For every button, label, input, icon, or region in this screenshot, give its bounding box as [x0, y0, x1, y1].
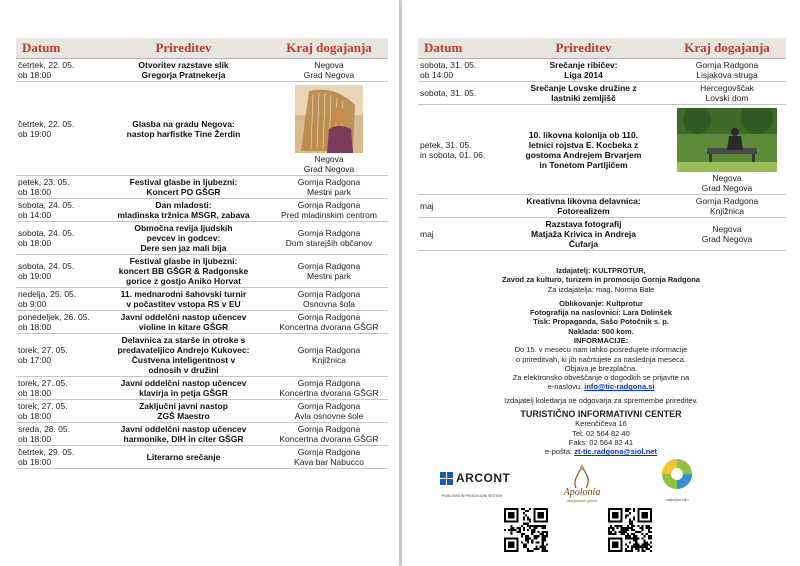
row-date-cell [418, 105, 499, 195]
row-event-cell [499, 105, 668, 195]
event-title-line: pevcev in godcev: [146, 233, 221, 243]
row-event-cell [97, 59, 270, 82]
location-venue: Grad Negova [701, 234, 753, 244]
row-date: četrtek, 29. 05. [18, 447, 75, 457]
right-page [402, 0, 800, 566]
row-time: in sobota, 01. 06. [420, 149, 486, 160]
event-title-line: Dan mladosti: [155, 200, 212, 210]
location-town: Gornja Radgona [695, 196, 759, 206]
event-title-line: v počastitev vstopa RS v EU [126, 299, 241, 309]
event-title-line: harmonike, DIH in citer GŠGR [123, 434, 244, 444]
header-location: Kraj dogajanja [270, 38, 388, 59]
row-date-cell [16, 400, 97, 423]
event-title-line: nastop harfistke Tine Žerdin [126, 128, 241, 139]
table-row [16, 423, 388, 446]
row-date-cell [16, 199, 97, 222]
location-town: Gornja Radgona [297, 261, 361, 271]
event-title-line: Javni oddelčni nastop učencev [120, 424, 247, 434]
event-title-line: Glasba na gradu Negova: [132, 118, 235, 129]
event-title-line: in Tonetom Partljičem [539, 159, 628, 170]
row-event-cell [499, 195, 668, 218]
imprint-responsible: Za izdajatelja: mag. Norma Bale [547, 284, 655, 294]
imprint-run: Naklada: 500 kom. [568, 326, 634, 336]
row-time: ob 18:00 [18, 457, 52, 467]
tic-title: TURISTIČNO INFORMATIVNI CENTER [520, 409, 682, 419]
apolonia-logo [552, 462, 612, 504]
row-event-cell [97, 176, 270, 199]
table-header [16, 38, 388, 59]
event-title-line: Čustvena inteligentnost v [131, 355, 236, 365]
row-location-cell [270, 423, 388, 446]
table-row [16, 59, 388, 82]
row-date-cell [16, 82, 97, 176]
row-date-cell [418, 59, 499, 82]
schedule-body-left [16, 59, 388, 469]
row-location-cell [270, 311, 388, 334]
table-row [16, 255, 388, 288]
row-event-cell [97, 400, 270, 423]
table-row [16, 288, 388, 311]
event-title-line: koncert BB GŠGR & Radgonske [118, 266, 249, 276]
row-event-cell [499, 82, 668, 105]
tic-tel: Tel: 02 564 82 40 [572, 428, 630, 438]
statue-photo [677, 108, 777, 172]
location-town: Gornja Radgona [297, 424, 361, 434]
arcont-wordmark: ARCONT [456, 471, 511, 485]
row-date: torek, 27. 05. [18, 401, 68, 411]
schedule-table-right [418, 38, 786, 251]
row-location-cell [668, 59, 786, 82]
row-date-cell [418, 82, 499, 105]
location-town: Gornja Radgona [297, 200, 361, 210]
location-venue: Pred mladinskim centrom [281, 210, 377, 220]
event-title-line: Koncert PO GŠGR [146, 187, 221, 197]
row-event-cell [97, 199, 270, 222]
harpist-photo [295, 85, 363, 153]
apolonia-tagline: radgonske gorice [566, 498, 598, 503]
location-town: Gornja Radgona [297, 447, 361, 457]
row-time: ob 18:00 [18, 70, 52, 80]
event-title-line: Javni oddelčni nastop učencev [120, 378, 247, 388]
row-location-cell [270, 377, 388, 400]
row-time: ob 19:00 [18, 128, 52, 139]
row-time: ob 18:00 [18, 187, 52, 197]
event-title-line: Fotorealizem [557, 206, 610, 216]
row-event-cell [97, 311, 270, 334]
location-town: Gornja Radgona [297, 378, 361, 388]
row-date-cell [16, 334, 97, 377]
tic-email-label: e-pošta: [545, 447, 573, 457]
table-row [16, 199, 388, 222]
row-date: sobota, 24. 05. [18, 228, 75, 238]
row-date: sobota, 24. 05. [18, 261, 75, 271]
event-title-line: Festival glasbe in ljubezni: [129, 256, 238, 266]
schedule-table-left [16, 38, 388, 469]
row-time: ob 17:00 [18, 355, 52, 365]
row-location-cell [270, 222, 388, 255]
row-event-cell [97, 423, 270, 446]
location-town: Gornja Radgona [297, 177, 361, 187]
event-title-line: lastniki zemljišč [551, 93, 616, 103]
row-location-cell [270, 199, 388, 222]
event-title-line: Kreativna likovna delavnica: [526, 196, 641, 206]
notice-line-1: Do 15. v mesecu nam lahko posredujete informacije [514, 345, 688, 355]
notice-email-label: e-naslovu: [547, 382, 583, 392]
header-event: Prireditev [97, 38, 270, 59]
location-town: Gornja Radgona [297, 401, 361, 411]
row-date: sobota, 31. 05. [420, 88, 477, 98]
row-event-cell [97, 334, 270, 377]
row-date: torek, 27. 05. [18, 378, 68, 388]
location-town: Gornja Radgona [297, 289, 361, 299]
event-title-line: Otvoritev razstave slik [138, 60, 229, 70]
table-row [418, 59, 786, 82]
event-title-line: predavateljico Andrejo Kukovec: [117, 345, 250, 355]
event-title-line: letnici rojstva E. Kocbeka z [528, 139, 639, 150]
row-date-cell [16, 377, 97, 400]
row-location-cell [668, 82, 786, 105]
row-event-cell [499, 59, 668, 82]
header-location: Kraj dogajanja [668, 38, 786, 59]
row-date: sobota, 24. 05. [18, 200, 75, 210]
row-date: sobota, 31. 05. [420, 60, 477, 70]
imprint-photo: Fotografija na naslovnici: Lara Dolinšek [529, 308, 673, 318]
table-row [16, 377, 388, 400]
event-title-line: gorice z gostjo Aniko Horvat [126, 276, 241, 286]
location-town: Hercegovščak [700, 83, 754, 93]
row-event-cell [97, 288, 270, 311]
event-title-line: Čufarja [568, 239, 599, 249]
imprint-print: Tisk: Propaganda, Sašo Potočnik s. p. [533, 317, 669, 327]
row-date: petek, 31. 05. [420, 139, 472, 150]
tic-fax: Faks: 02 564 82 41 [568, 437, 634, 447]
location-venue: Avla osnovne šole [294, 411, 364, 421]
sphere-logo-icon [657, 456, 697, 492]
table-row [16, 400, 388, 423]
event-title-line: Literarno srečanje [146, 452, 221, 462]
row-location-cell [270, 288, 388, 311]
row-date-cell [418, 218, 499, 251]
notice-line-4: Za elektronsko obveščanje o dogodkih se prijavite na [512, 373, 690, 383]
table-row [16, 334, 388, 377]
header-date: Datum [16, 38, 97, 59]
schedule-body-right [418, 59, 786, 251]
row-location-cell [270, 176, 388, 199]
location-town: Negova [712, 224, 742, 234]
row-location-cell [668, 195, 786, 218]
row-date-cell [16, 288, 97, 311]
row-event-cell [97, 446, 270, 469]
row-event-cell [97, 377, 270, 400]
row-date: torek, 27. 05. [18, 345, 68, 355]
row-date-cell [16, 222, 97, 255]
location-venue: Koncertna dvorana GŠGR [279, 388, 379, 398]
event-title-line: Javni oddelčni nastop učencev [120, 312, 247, 322]
table-row [418, 82, 786, 105]
header-date: Datum [418, 38, 499, 59]
table-row [16, 176, 388, 199]
table-header [418, 38, 786, 59]
event-title-line: Zaključni javni nastop [139, 401, 228, 411]
table-row [16, 446, 388, 469]
tic-address: Kerenčičeva 16 [575, 419, 627, 429]
table-row [16, 82, 388, 176]
row-date: nedelja, 25. 05. [18, 289, 77, 299]
event-title-line: Liga 2014 [564, 70, 603, 80]
event-title-line: 10. likovna kolonija ob 110. [528, 129, 639, 140]
location-venue: Lovski dom [705, 93, 749, 103]
location-venue: Knjižnica [709, 206, 745, 216]
row-event-cell [97, 82, 270, 176]
table-row [418, 195, 786, 218]
location-venue: Knjižnica [311, 355, 347, 365]
location-town: Gornja Radgona [695, 60, 759, 70]
location-venue: Grad Negova [303, 70, 355, 80]
row-time: ob 18:00 [18, 388, 52, 398]
event-title-line: Razstava fotografij [545, 219, 622, 229]
event-title-line: Delavnica za starše in otroke s [121, 335, 246, 345]
row-date-cell [16, 423, 97, 446]
event-title-line: Območna revija ljudskih [134, 223, 233, 233]
notice-email-link[interactable]: info@tic-radgona.si [584, 382, 655, 392]
location-town: Negova [314, 60, 344, 70]
row-date-cell [418, 195, 499, 218]
event-title-line: violine in kitare GŠGR [138, 322, 229, 332]
row-time: ob 18:00 [18, 434, 52, 444]
event-title-line: Srečanje ribičev: [549, 60, 618, 70]
notice-title: INFORMACIJE: [573, 336, 629, 345]
row-location-cell [270, 334, 388, 377]
row-location-cell [270, 400, 388, 423]
location-town: Gornja Radgona [297, 345, 361, 355]
event-title-line: mladinska tržnica MSGR, zabava [117, 210, 250, 220]
event-title-line: klavirja in petja GŠGR [139, 388, 228, 398]
header-event: Prireditev [499, 38, 668, 59]
row-time: ob 9:00 [18, 299, 47, 309]
location-venue: Mestni park [307, 271, 351, 281]
row-date-cell [16, 176, 97, 199]
row-date: petek, 23. 05. [18, 177, 70, 187]
row-location-cell [668, 105, 786, 195]
event-title-line: odnosih v družini [148, 365, 219, 375]
notice-block [402, 336, 800, 392]
location-venue: Dom starejših občanov [285, 238, 373, 248]
row-time: ob 18:00 [18, 322, 52, 332]
row-date-cell [16, 59, 97, 82]
row-date: ponedeljek, 26. 05. [18, 312, 90, 322]
row-date-cell [16, 255, 97, 288]
row-location-cell [270, 255, 388, 288]
row-time: ob 14:00 [18, 210, 52, 220]
row-date-cell [16, 311, 97, 334]
location-venue: Koncertna dvorana GŠGR [279, 434, 379, 444]
event-title-line: gostoma Andrejem Brvarjem [525, 149, 642, 160]
event-title-line: Srečanje Lovske družine z [530, 83, 637, 93]
location-town: Negova [314, 154, 344, 164]
table-row [418, 105, 786, 195]
location-town: Gornja Radgona [297, 312, 361, 322]
location-venue: Koncertna dvorana GŠGR [279, 322, 379, 332]
location-town: Gornja Radgona [297, 228, 361, 238]
qr-code-right[interactable] [608, 508, 652, 552]
tic-email-link[interactable]: zt-tic.radgona@siol.net [574, 447, 657, 457]
row-event-cell [97, 255, 270, 288]
row-date-cell [16, 446, 97, 469]
qr-code-left[interactable] [504, 508, 548, 552]
row-date: četrtek, 22. 05. [18, 118, 75, 129]
imprint-design: Oblikovanje: Kultprotur [559, 298, 643, 308]
event-title-line: Matjaža Krivica in Andreja [530, 229, 637, 239]
event-title-line: Festival glasbe in ljubezni: [129, 177, 238, 187]
arcont-logo [438, 468, 548, 502]
location-venue: Kava bar Nabucco [294, 457, 364, 467]
location-town: Negova [712, 173, 742, 183]
event-title-line: 11. mednarodni šahovski turnir [120, 289, 247, 299]
location-venue: Osnovna šola [303, 299, 355, 309]
row-date: četrtek, 22. 05. [18, 60, 75, 70]
third-logo-tagline: najboljše bilo [665, 497, 689, 502]
row-time: ob 18:00 [18, 238, 52, 248]
row-time: ob 19:00 [18, 271, 52, 281]
disclaimer: Izdajatelj koledarja ne odgovarja za spremembe prireditev. [504, 396, 698, 405]
row-event-cell [499, 218, 668, 251]
location-venue: Mestni park [307, 187, 351, 197]
location-venue: Grad Negova [303, 164, 355, 174]
apolonia-wordmark: Apolonia [563, 487, 601, 498]
row-location-cell [270, 446, 388, 469]
event-title-line: Gregorja Pratnekerja [141, 70, 226, 80]
row-date: maj [420, 201, 434, 211]
table-row [16, 311, 388, 334]
left-page [0, 0, 399, 566]
row-location-cell [270, 59, 388, 82]
imprint-block [402, 266, 800, 336]
notice-line-3: Objava je brezplačna. [564, 363, 638, 373]
row-event-cell [97, 222, 270, 255]
row-location-cell [270, 82, 388, 176]
notice-line-2: o prireditvah, ki jih načrtujete za naslednja meseca. [515, 354, 687, 364]
location-venue: Lisjakova struga [696, 70, 758, 80]
event-title-line: Dere sen jaz mali bija [140, 243, 227, 253]
row-time: ob 18:00 [18, 411, 52, 421]
imprint-institute: Zavod za kulturo, turizem in promocijo Gornja Radgona [502, 275, 700, 285]
imprint-publisher: Izdajatelj: KULTPROTUR, [556, 266, 646, 275]
event-title-line: ZGŠ Maestro [157, 411, 210, 421]
tic-block [402, 410, 800, 456]
table-row [418, 218, 786, 251]
table-row [16, 222, 388, 255]
location-venue: Grad Negova [701, 183, 753, 193]
row-date: sreda, 28. 05. [18, 424, 70, 434]
row-date: maj [420, 229, 434, 239]
row-time: ob 14:00 [420, 70, 454, 80]
row-location-cell [668, 218, 786, 251]
third-logo [652, 456, 702, 502]
arcont-tagline: POSLOVNI IN PROIZVODNI SISTEMI [442, 494, 503, 498]
